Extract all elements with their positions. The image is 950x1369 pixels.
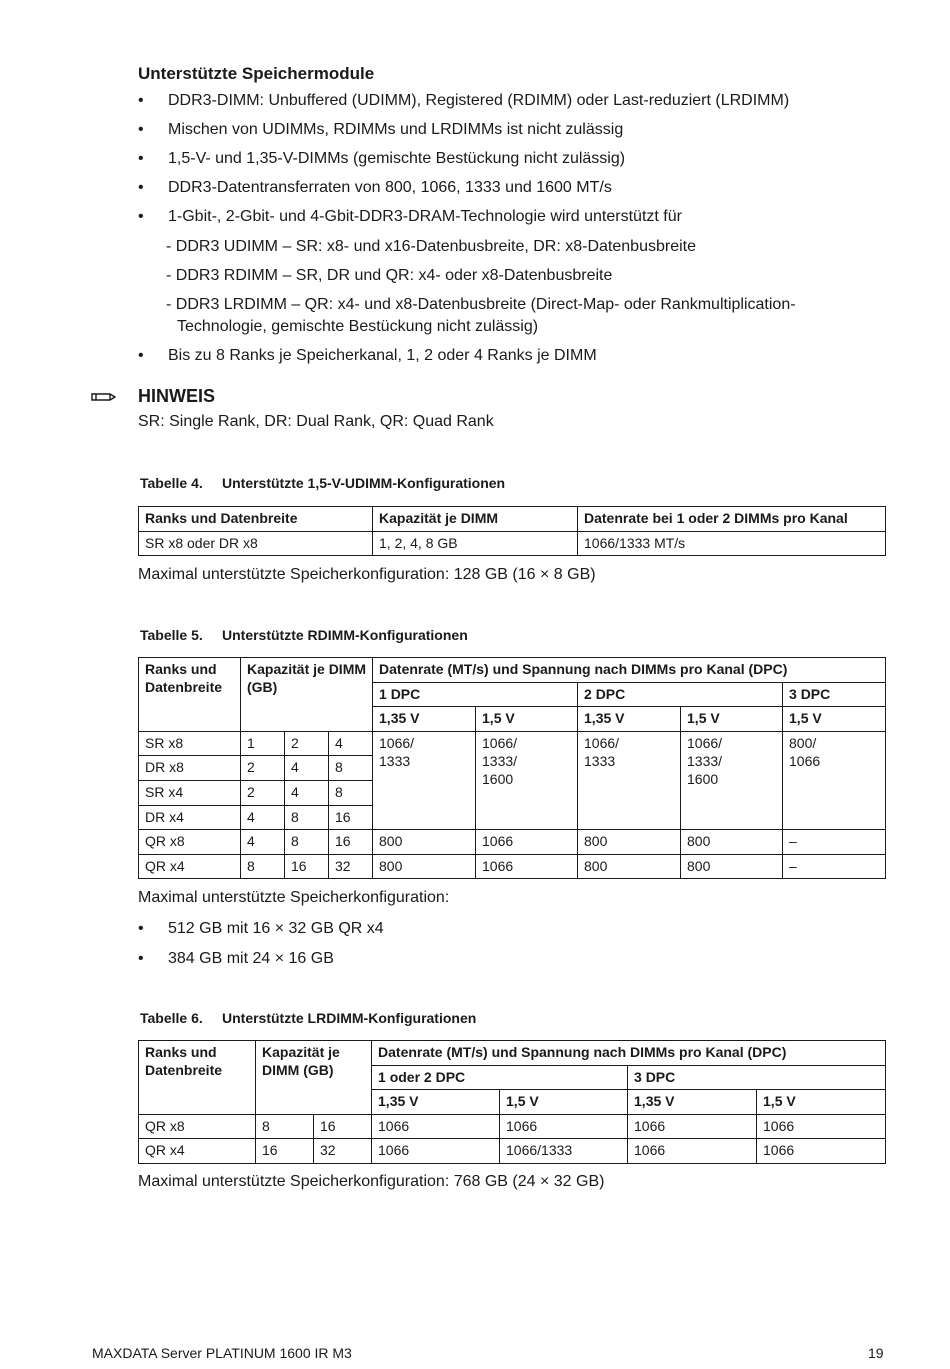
table-cell: SR x8 [139, 731, 241, 756]
table-header-cell: Ranks und Datenbreite [139, 1041, 256, 1115]
table-header-cell: 1,5 V [681, 707, 783, 732]
table-cell: 1066/ 1333 [578, 731, 681, 829]
table-cell: 8 [285, 805, 329, 830]
table-row [139, 830, 886, 855]
table-cell: 4 [241, 830, 285, 855]
table-cell: 1066 [628, 1114, 757, 1139]
sub-list-item: - DDR3 RDIMM – SR, DR und QR: x4- oder x8-Datenbusbreite [166, 267, 613, 284]
table6-caption: Tabelle 6. Unterstützte LRDIMM-Konfigurationen [140, 1010, 477, 1026]
sub-list-item-continuation: Technologie, gemischte Bestückung nicht zulässig) [177, 318, 539, 335]
table-cell: 800 [681, 830, 783, 855]
table-cell: 800 [373, 830, 476, 855]
table-cell: QR x4 [139, 854, 241, 879]
table6-footnote: Maximal unterstützte Speicherkonfiguration: 768 GB (24 × 32 GB) [138, 1173, 605, 1190]
table-header-cell: 1 DPC [373, 682, 578, 707]
table4-caption: Tabelle 4. Unterstützte 1,5-V-UDIMM-Konfigurationen [140, 475, 506, 491]
table-cell: 1066/ 1333/ 1600 [681, 731, 783, 829]
table-cell: 4 [285, 756, 329, 781]
table-cell: 1, 2, 4, 8 GB [373, 531, 578, 556]
table-cell: 4 [285, 780, 329, 805]
table-cell: 1066/ 1333 [373, 731, 476, 829]
table-cell: DR x8 [139, 756, 241, 781]
table-cell: 8 [241, 854, 285, 879]
table-header-cell: 1,35 V [628, 1090, 757, 1115]
table-cell: 800/ 1066 [783, 731, 886, 829]
sub-list-item: - DDR3 UDIMM – SR: x8- und x16-Datenbusbreite, DR: x8-Datenbusbreite [166, 238, 696, 255]
table-cell: SR x4 [139, 780, 241, 805]
table-header-cell: 1,5 V [757, 1090, 886, 1115]
table-cell: 800 [578, 854, 681, 879]
table-cell: 1066 [757, 1114, 886, 1139]
table-cell: 2 [241, 780, 285, 805]
note-text: SR: Single Rank, DR: Dual Rank, QR: Quad Rank [138, 413, 494, 430]
table-cell: 1066 [500, 1114, 628, 1139]
table-row [139, 658, 886, 683]
table-header-cell: Datenrate bei 1 oder 2 DIMMs pro Kanal [578, 507, 886, 532]
table-cell: 2 [285, 731, 329, 756]
table-row [139, 531, 886, 556]
table5 [138, 657, 886, 879]
table-row [139, 731, 886, 756]
table-header-cell: Ranks und Datenbreite [139, 507, 373, 532]
table-cell: QR x8 [139, 830, 241, 855]
table-header-cell: Datenrate (MT/s) und Spannung nach DIMMs pro Kanal (DPC) [373, 658, 886, 683]
table-row [139, 1114, 886, 1139]
table6 [138, 1040, 886, 1164]
table-cell: – [783, 830, 886, 855]
table-header-cell: 2 DPC [578, 682, 783, 707]
pencil-icon [90, 386, 116, 406]
table-cell: – [783, 854, 886, 879]
page-number: 19 [868, 1345, 884, 1361]
table-header-cell: Kapazität je DIMM (GB) [256, 1041, 372, 1115]
table-cell: 1066 [372, 1139, 500, 1164]
table-cell: 16 [329, 830, 373, 855]
table-cell: 32 [329, 854, 373, 879]
table-cell: 1066/ 1333/ 1600 [476, 731, 578, 829]
table-cell: 1066 [476, 854, 578, 879]
table-cell: 16 [256, 1139, 314, 1164]
table-cell: 4 [241, 805, 285, 830]
table-row [139, 1041, 886, 1066]
table-cell: 8 [285, 830, 329, 855]
table-cell: 8 [329, 756, 373, 781]
table-header-cell: Datenrate (MT/s) und Spannung nach DIMMs pro Kanal (DPC) [372, 1041, 886, 1066]
table-cell: 16 [314, 1114, 372, 1139]
table-header-cell: 1,35 V [373, 707, 476, 732]
table-header-cell: 1,35 V [578, 707, 681, 732]
table-cell: 1066 [757, 1139, 886, 1164]
table-row [139, 854, 886, 879]
table-cell: 16 [285, 854, 329, 879]
table-header-cell: 1,5 V [500, 1090, 628, 1115]
note-title: HINWEIS [138, 386, 216, 406]
table-cell: 16 [329, 805, 373, 830]
table-cell: 1066 [628, 1139, 757, 1164]
table-cell: 800 [681, 854, 783, 879]
table-cell: SR x8 oder DR x8 [139, 531, 373, 556]
table-cell: 1 [241, 731, 285, 756]
table-header-cell: Kapazität je DIMM (GB) [241, 658, 373, 732]
table-header-cell: 1,5 V [783, 707, 886, 732]
table-header-cell: Kapazität je DIMM [373, 507, 578, 532]
table-cell: 2 [241, 756, 285, 781]
table-cell: DR x4 [139, 805, 241, 830]
table4 [138, 506, 886, 556]
table-header-cell: 1,35 V [372, 1090, 500, 1115]
table-header-cell: 1 oder 2 DPC [372, 1065, 628, 1090]
sub-list-item: - DDR3 LRDIMM – QR: x4- und x8-Datenbusbreite (Direct-Map- oder Rankmultiplication- [166, 296, 796, 313]
table-header-cell: 1,5 V [476, 707, 578, 732]
table-header-cell: 3 DPC [783, 682, 886, 707]
table-cell: QR x4 [139, 1139, 256, 1164]
table-cell: 4 [329, 731, 373, 756]
table-cell: 8 [256, 1114, 314, 1139]
table-header-cell: 3 DPC [628, 1065, 886, 1090]
table5-footnote: Maximal unterstützte Speicherkonfiguration: [138, 889, 450, 906]
table-cell: QR x8 [139, 1114, 256, 1139]
table-header-cell: Ranks und Datenbreite [139, 658, 241, 732]
table-row [139, 507, 886, 532]
table-cell: 1066/1333 MT/s [578, 531, 886, 556]
table-cell: 1066 [372, 1114, 500, 1139]
section-heading: Unterstützte Speichermodule [138, 64, 375, 83]
table-cell: 800 [578, 830, 681, 855]
table-row [139, 1139, 886, 1164]
table5-caption: Tabelle 5. Unterstützte RDIMM-Konfigurationen [140, 627, 468, 643]
footer-product: MAXDATA Server PLATINUM 1600 IR M3 [92, 1345, 352, 1361]
table-cell: 800 [373, 854, 476, 879]
table-cell: 1066 [476, 830, 578, 855]
table-cell: 8 [329, 780, 373, 805]
table4-footnote: Maximal unterstützte Speicherkonfiguration: 128 GB (16 × 8 GB) [138, 566, 596, 583]
table-cell: 32 [314, 1139, 372, 1164]
table-cell: 1066/1333 [500, 1139, 628, 1164]
